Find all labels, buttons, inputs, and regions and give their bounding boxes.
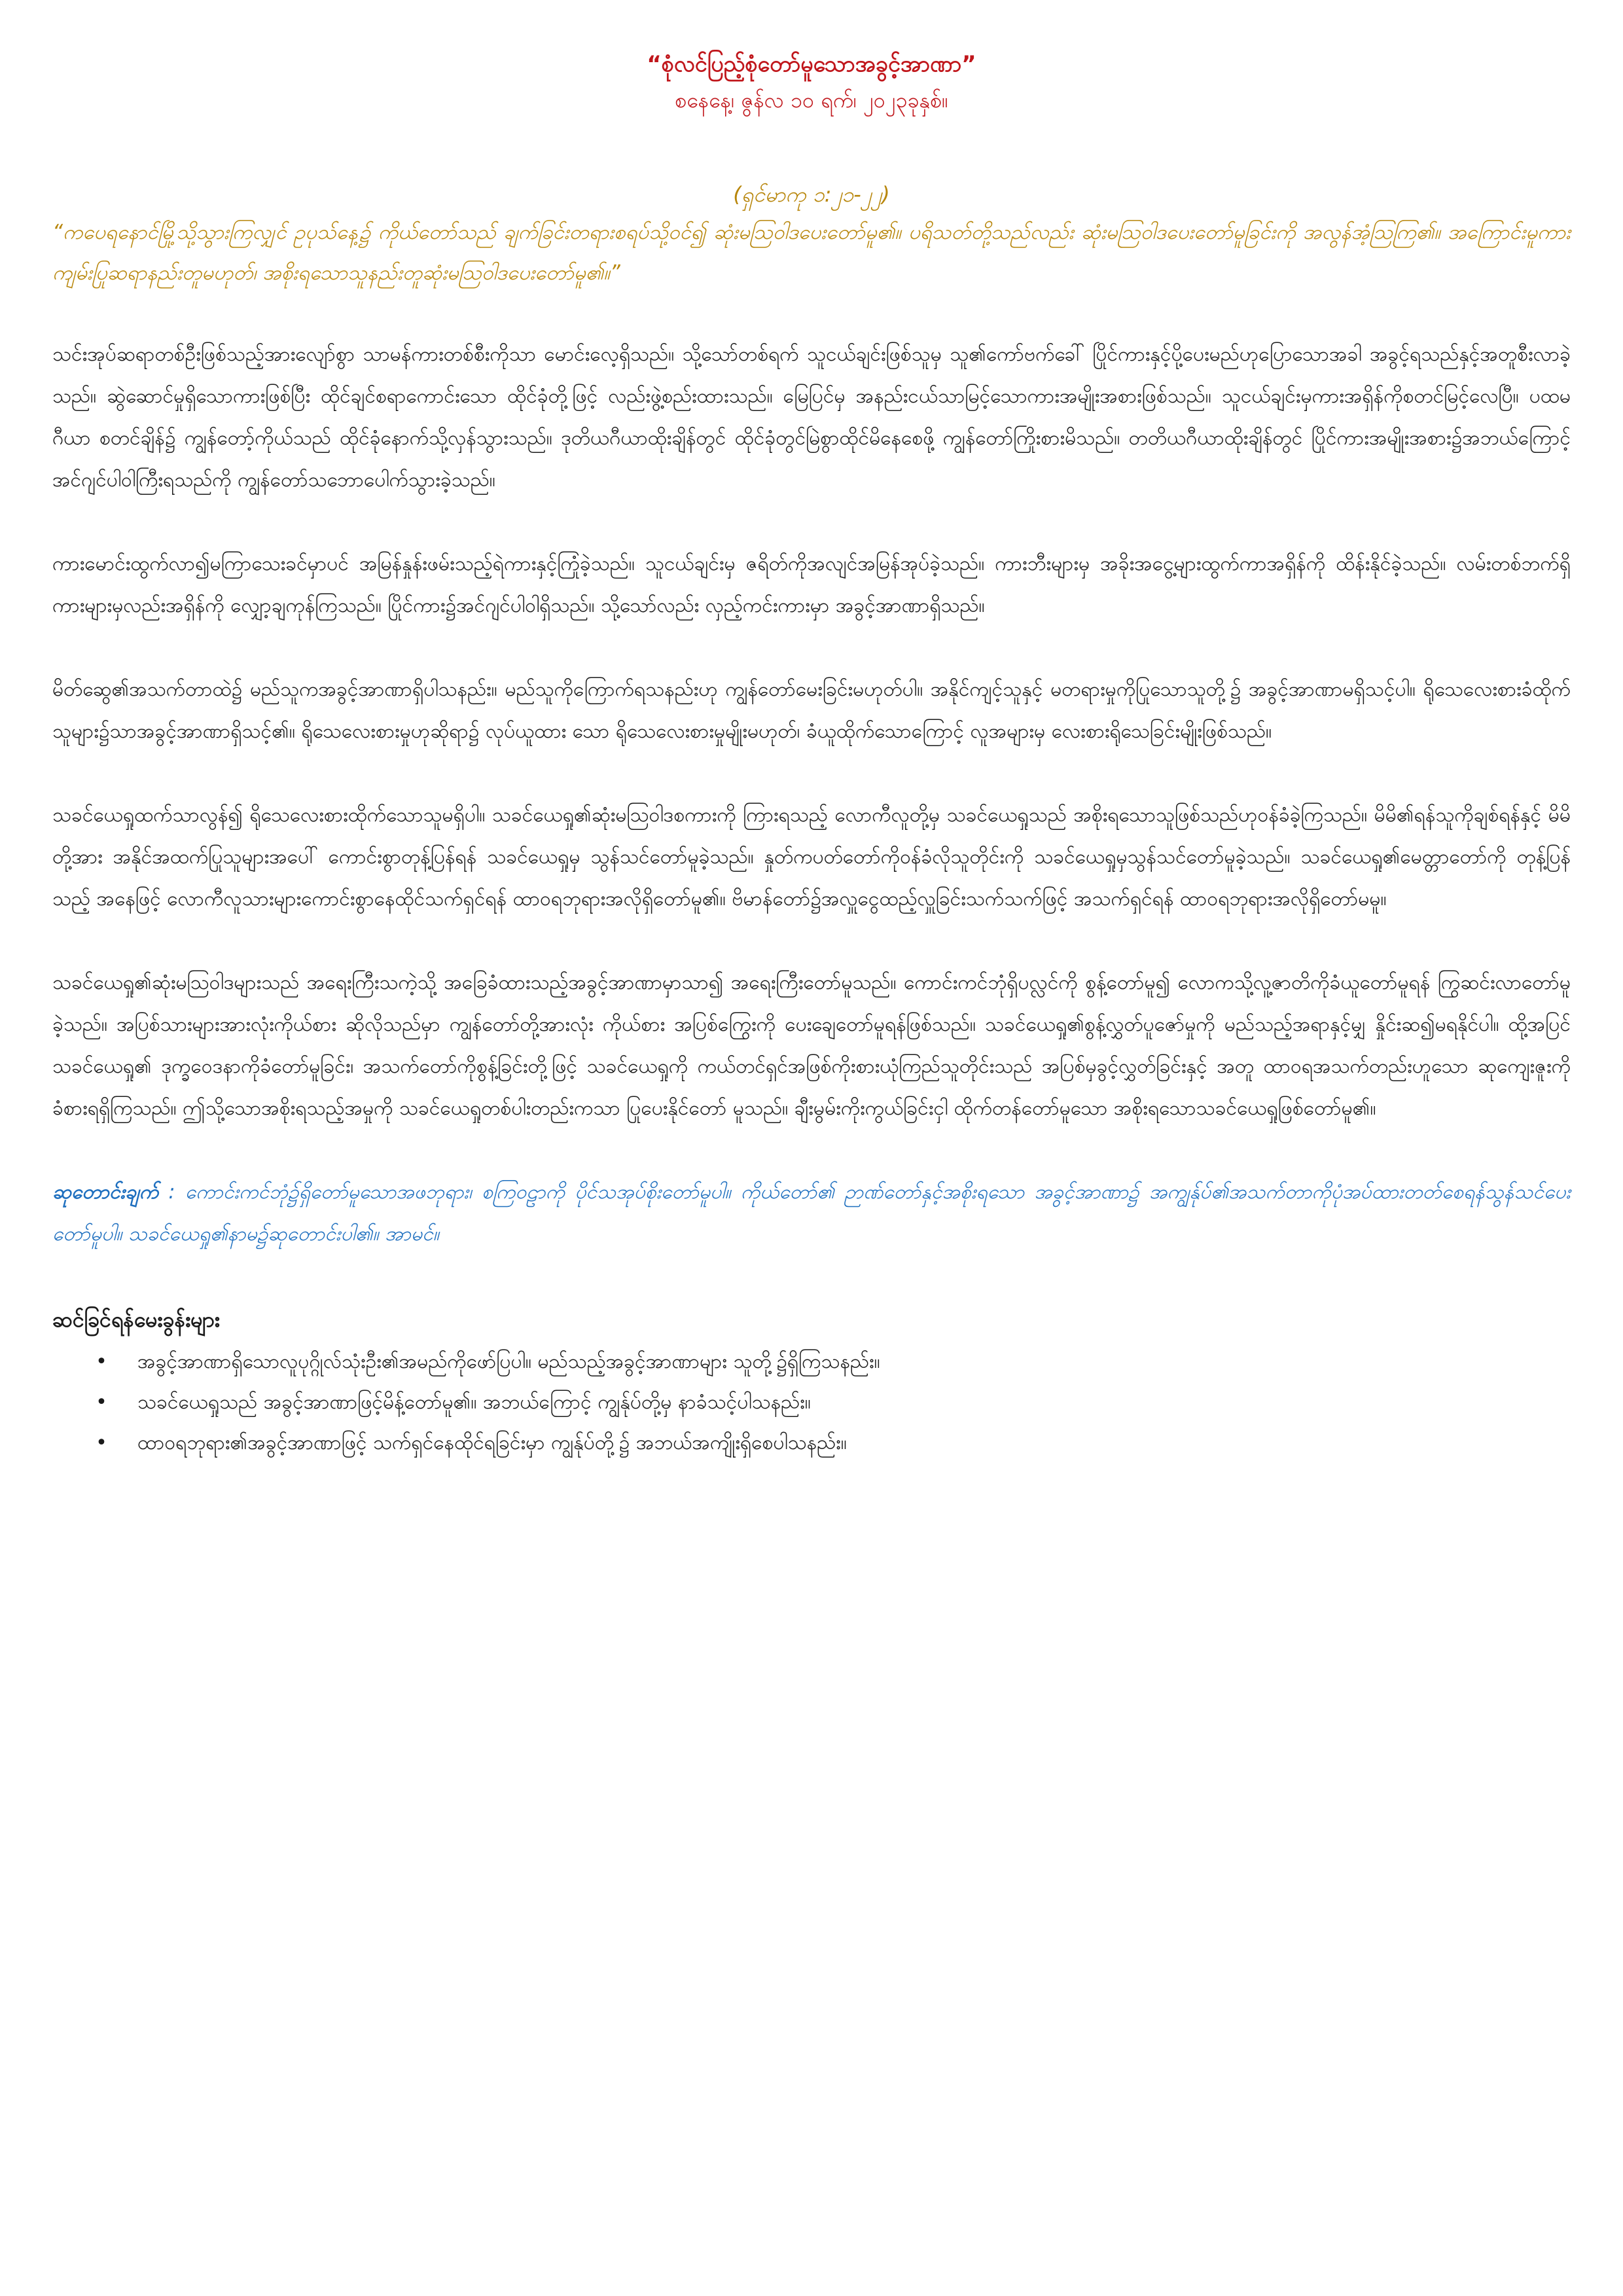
bullet-icon: • [96,1431,107,1454]
verse-reference: (ရှင်မာကု ၁:၂၁-၂၂) [733,182,890,207]
question-text-2: သခင်ယေရှုသည် အခွင့်အာဏာဖြင့်မိန့်တော်မူ၏။ အဘယ်ကြောင့် ကျွန်ုပ်တို့မှ နာခံသင့်ပါသနည်း။ [137,1391,811,1414]
body-paragraph-3: မိတ်ဆွေ၏အသက်တာထဲ၌ မည်သူကအခွင့်အာဏာရှိပါသနည်း။ မည်သူကိုကြောက်ရသနည်းဟု ကျွန်တော်မေးခြင်းမဟုတ်ပါ။ အနိုင်ကျင့်သူနှင့် မတရားမှုကိုပြုသောသူတို့၌ အခွင့်အာဏာမရှိသင့်ပါ။ ရိုသေလေးစားခံထိုက်သူများ၌သာအခွင့်အာဏာရှိသင့်၏။ ရိုသေလေးစားမှုဟုဆိုရာ၌ လုပ်ယူထား သော ရိုသေလေးစားမှုမျိုးမဟုတ်၊ ခံယူထိုက်သောကြောင့် လူအများမှ လေးစားရိုသေခြင်းမျိုးဖြစ်သည်။ [52,678,1571,743]
question-item-2 [92,1382,1571,1423]
prayer-separator: : [158,1181,185,1204]
verse-text: “ကပေရနောင်မြို့သို့သွားကြလျှင် ဥပုသ်နေ့၌ ကိုယ်တော်သည် ချက်ခြင်းတရားစရပ်သို့ဝင်၍ ဆုံးမသြဝါဒပေးတော်မူ၏။ ပရိသတ်တို့သည်လည်း ဆုံးမသြဝါဒပေးတော်မူခြင်းကို အလွန်အံ့သြကြ၏။ အကြောင်းမူကား ကျမ်းပြုဆရာနည်းတူမဟုတ်၊ အစိုးရသောသူနည်းတူဆုံးမသြဝါဒပေးတော်မူ၏။” [52,221,1571,285]
body-paragraph-5: သခင်ယေရှု၏ဆုံးမသြဝါဒများသည် အရေးကြီးသကဲ့သို့ အခြေခံထားသည့်အခွင့်အာဏာမှာသာ၍ အရေးကြီးတော်မူသည်။ ကောင်းကင်ဘုံရှိပလ္လင်ကို စွန့်တော်မူ၍ လောကသို့လူ့ဇာတိကိုခံယူတော်မူရန် ကြွဆင်းလာတော်မူခဲ့သည်။ အပြစ်သားများအားလုံးကိုယ်စား ဆိုလိုသည်မှာ ကျွန်တော်တို့အားလုံး ကိုယ်စား အပြစ်ကြွေးကို ပေးချေတော်မူရန်ဖြစ်သည်။ သခင်ယေရှု၏စွန့်လွှတ်ပူဇော်မှုကို မည်သည့်အရာနှင့်မျှ နှိုင်းဆ၍မရနိုင်ပါ။ ထို့အပြင် သခင်ယေရှု၏ ဒုက္ခဝေဒနာကိုခံတော်မူခြင်း၊ အသက်တော်ကိုစွန့်ခြင်းတို့ဖြင့် သခင်ယေရှုကို ကယ်တင်ရှင်အဖြစ်ကိုးစားယုံကြည်သူတိုင်းသည် အပြစ်မှခွင့်လွှတ်ခြင်းနှင့် အတူ ထာဝရအသက်တည်းဟူသော ဆုကျေးဇူးကိုခံစားရရှိကြသည်။ ဤသို့သောအစိုးရသည့်အမှုကို သခင်ယေရှုတစ်ပါးတည်းကသာ ပြုပေးနိုင်တော် မူသည်။ ချီးမွမ်းကိုးကွယ်ခြင်းငှါ ထိုက်တန်တော်မူသော အစိုးရသောသခင်ယေရှုဖြစ်တော်မူ၏။ [52,971,1571,1120]
body-paragraph-1: သင်းအုပ်ဆရာတစ်ဦးဖြစ်သည့်အားလျော်စွာ သာမန်ကားတစ်စီးကိုသာ မောင်းလေ့ရှိသည်။ သို့သော်တစ်ရက် သူငယ်ချင်းဖြစ်သူမှ သူ၏ကော်ဗက်ခေါ် ပြိုင်ကားနှင့်ပို့ပေးမည်ဟုပြောသောအခါ အခွင့်ရသည်နှင့်အတူစီးလာခဲ့သည်။ ဆွဲဆောင်မှုရှိသောကားဖြစ်ပြီး ထိုင်ချင်စရာကောင်းသော ထိုင်ခုံတို့ဖြင့် လည်းဖွဲ့စည်းထားသည်။ မြေပြင်မှ အနည်းငယ်သာမြင့်သောကားအမျိုးအစားဖြစ်သည်။ သူငယ်ချင်းမှကားအရှိန်ကိုစတင်မြင့်လေပြီ။ ပထမဂီယာ စတင်ချိန်၌ ကျွန်တော့်ကိုယ်သည် ထိုင်ခုံနောက်သို့လှန်သွားသည်။ ဒုတိယဂီယာထိုးချိန်တွင် ထိုင်ခုံတွင်မြဲစွာထိုင်မိနေစေဖို့ ကျွန်တော်ကြိုးစားမိသည်။ တတိယဂီယာထိုးချိန်တွင် ပြိုင်ကားအမျိုးအစား၌အဘယ်ကြောင့် အင်ဂျင်ပါဝါကြီးရသည်ကို ကျွန်တော်သဘောပေါက်သွားခဲ့သည်။ [52,343,1571,492]
body-paragraph-2: ကားမောင်းထွက်လာ၍မကြာသေးခင်မှာပင် အမြန်နှုန်းဖမ်းသည့်ရဲကားနှင့်ကြုံခဲ့သည်။ သူငယ်ချင်းမှ ဇရိတ်ကိုအလျင်အမြန်အုပ်ခဲ့သည်။ ကားဘီးများမှ အခိုးအငွေ့များထွက်ကာအရှိန်ကို ထိန်းနိုင်ခဲ့သည်။ လမ်းတစ်ဘက်ရှိကားများမှလည်းအရှိန်ကို လျှော့ချကုန်ကြသည်။ ပြိုင်ကား၌အင်ဂျင်ပါဝါရှိသည်။ သို့သော်လည်း လှည့်ကင်းကားမှာ အခွင့်အာဏာရှိသည်။ [52,552,1571,617]
devotional-title: “စုံလင်ပြည့်စုံတော်မူသောအခွင့်အာဏာ” [647,51,976,77]
prayer-label: ဆုတောင်းချက် [52,1181,159,1204]
question-text-1: အခွင့်အာဏာရှိသောလူပုဂ္ဂိုလ်သုံးဦး၏အမည်ကိုဖော်ပြပါ။ မည်သည့်အခွင့်အာဏာများ သူတို့၌ရှိကြသနည်း။ [137,1350,880,1373]
question-text-3: ထာဝရဘုရား၏အခွင့်အာဏာဖြင့် သက်ရှင်နေထိုင်ရခြင်းမှာ ကျွန်ုပ်တို့၌ အဘယ်အကျိုးရှိစေပါသနည်း။ [137,1431,847,1454]
prayer-text: ကောင်းကင်ဘုံ၌ရှိတော်မူသောအဖဘုရား၊ စကြဝဠာကို ပိုင်သအုပ်စိုးတော်မူပါ။ ကိုယ်တော်၏ ဉာဏ်တော်နှင့်အစိုးရသော အခွင့်အာဏာ၌ အကျွန်ုပ်၏အသက်တာကိုပုံအပ်ထားတတ်စေရန်သွန်သင်ပေးတော်မူပါ။ သခင်ယေရှု၏နာမ၌ဆုတောင်းပါ၏။ အာမင်။ [52,1181,1571,1246]
bullet-icon: • [96,1391,107,1414]
questions-list [52,1342,1571,1463]
body-paragraph-4: သခင်ယေရှုထက်သာလွန်၍ ရိုသေလေးစားထိုက်သောသူမရှိပါ။ သခင်ယေရှု၏ဆုံးမသြဝါဒစကားကို ကြားရသည့် လောကီလူတို့မှ သခင်ယေရှုသည် အစိုးရသောသူဖြစ်သည်ဟုဝန်ခံခဲ့ကြသည်။ မိမိ၏ရန်သူကိုချစ်ရန်နှင့် မိမိတို့အား အနိုင်အထက်ပြုသူများအပေါ် ကောင်းစွာတုန့်ပြန်ရန် သခင်ယေရှုမှ သွန်သင်တော်မူခဲ့သည်။ နှုတ်ကပတ်တော်ကိုဝန်ခံလိုသူတိုင်းကို သခင်ယေရှုမှသွန်သင်တော်မူခဲ့သည်။ သခင်ယေရှု၏မေတ္တာတော်ကို တုန့်ပြန်သည့် အနေဖြင့် လောကီလူသားများကောင်းစွာနေထိုင်သက်ရှင်ရန် ထာဝရဘုရားအလိုရှိတော်မူ၏။ ဗိမာန်တော်၌အလှူငွေထည့်လှူခြင်းသက်သက်ဖြင့် အသက်ရှင်ရန် ထာဝရဘုရားအလိုရှိတော်မမူ။ [52,804,1571,910]
prayer-section [52,1172,1571,1255]
question-item-1 [92,1342,1571,1382]
questions-heading: ဆင်ခြင်ရန်မေးခွန်းများ [52,1307,220,1332]
question-item-3 [92,1423,1571,1463]
devotional-date: စနေနေ့၊ ဇွန်လ ၁၀ ရက်၊ ၂၀၂၃ခုနှစ်။ [675,88,948,113]
bullet-icon: • [96,1350,107,1373]
